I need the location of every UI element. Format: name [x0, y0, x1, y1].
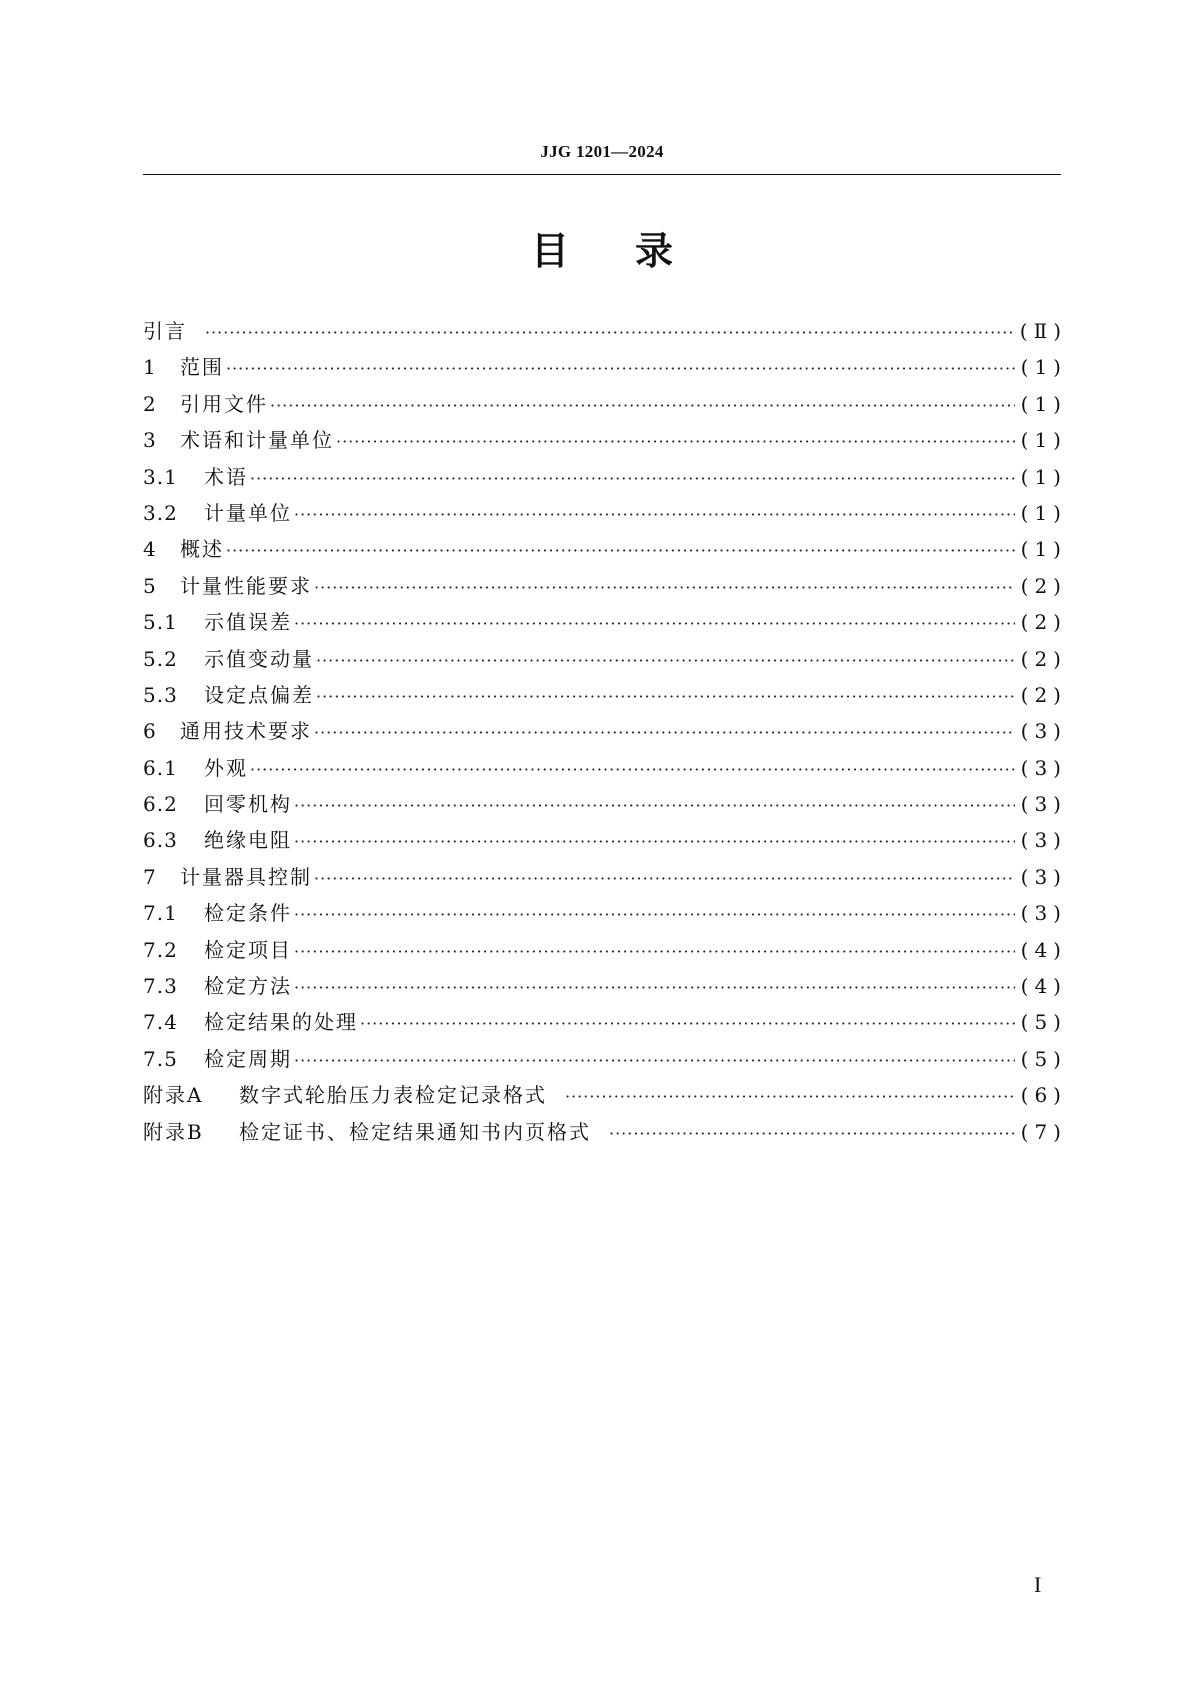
toc-entry[interactable] [143, 713, 1067, 749]
toc-leader-dots [226, 533, 1015, 569]
toc-entry-page: (3) [1020, 901, 1067, 926]
toc-entry[interactable] [143, 568, 1067, 604]
toc-entry-label [143, 1004, 358, 1040]
toc-entry[interactable] [143, 604, 1067, 640]
table-of-contents [143, 313, 1067, 1150]
toc-entry-title: 范围 [180, 355, 224, 380]
toc-entry-label [143, 859, 312, 895]
toc-entry-label [143, 677, 314, 713]
toc-entry-label [143, 459, 248, 495]
toc-entry-title: 回零机构 [204, 792, 292, 817]
toc-entry-label [143, 604, 292, 640]
toc-leader-dots [250, 752, 1015, 788]
toc-leader-dots [609, 1116, 1015, 1152]
toc-entry-label [143, 495, 292, 531]
toc-entry-number: 7 [143, 864, 157, 889]
toc-entry-title: 绝缘电阻 [204, 828, 292, 853]
toc-entry-label [143, 750, 248, 786]
toc-entry-label [143, 349, 224, 385]
toc-entry-label [143, 932, 292, 968]
toc-entry-label [143, 1114, 607, 1150]
toc-entry-label [143, 531, 224, 567]
toc-entry[interactable] [143, 1114, 1067, 1150]
toc-entry-title: 数字式轮胎压力表检定记录格式 [239, 1083, 547, 1108]
toc-entry-number: 附录A [143, 1083, 204, 1108]
toc-leader-dots [294, 1043, 1015, 1079]
toc-entry[interactable] [143, 1077, 1067, 1113]
toc-entry-number: 6.3 [143, 828, 178, 853]
toc-entry-page: (1) [1020, 500, 1067, 525]
toc-entry-number: 1 [143, 355, 157, 380]
toc-entry-page: (4) [1020, 937, 1067, 962]
toc-leader-dots [226, 351, 1015, 387]
toc-leader-dots [316, 679, 1015, 715]
toc-entry-number: 7.4 [143, 1010, 178, 1035]
toc-entry-number: 7.3 [143, 974, 178, 999]
toc-leader-dots [294, 970, 1015, 1006]
toc-entry-number: 5.1 [143, 610, 178, 635]
toc-entry[interactable] [143, 313, 1067, 349]
toc-entry-number: 7.2 [143, 937, 178, 962]
toc-entry-page: (7) [1020, 1119, 1067, 1144]
toc-entry-label [143, 713, 312, 749]
toc-leader-dots [314, 570, 1015, 606]
toc-entry-title: 引言 [143, 319, 187, 343]
toc-entry[interactable] [143, 1004, 1067, 1040]
toc-entry-title: 引用文件 [180, 391, 268, 416]
toc-leader-dots [294, 606, 1015, 642]
toc-entry-page: (1) [1020, 355, 1067, 380]
toc-entry-title: 术语和计量单位 [180, 428, 334, 453]
toc-entry[interactable] [143, 459, 1067, 495]
toc-entry-label [143, 313, 203, 349]
toc-entry-number: 3.2 [143, 500, 178, 525]
toc-entry[interactable] [143, 386, 1067, 422]
toc-entry-number: 5.3 [143, 682, 178, 707]
toc-entry[interactable] [143, 786, 1067, 822]
toc-entry-number: 6.1 [143, 755, 178, 780]
toc-entry-number: 附录B [143, 1119, 204, 1144]
toc-entry[interactable] [143, 531, 1067, 567]
toc-leader-dots [314, 715, 1015, 751]
toc-entry[interactable] [143, 822, 1067, 858]
toc-entry-page: (5) [1020, 1010, 1067, 1035]
toc-entry-page: (3) [1020, 792, 1067, 817]
toc-entry-page: (1) [1020, 428, 1067, 453]
page-title: 目录 [530, 229, 739, 273]
toc-entry-title: 检定周期 [204, 1046, 292, 1071]
toc-entry-label [143, 1041, 292, 1077]
toc-entry-number: 5.2 [143, 646, 178, 671]
toc-entry-page: (2) [1020, 646, 1067, 671]
toc-entry-page: (1) [1020, 464, 1067, 489]
toc-entry-title: 通用技术要求 [180, 719, 312, 744]
toc-entry-page: (4) [1020, 974, 1067, 999]
toc-entry[interactable] [143, 495, 1067, 531]
toc-leader-dots [316, 643, 1015, 679]
toc-entry-title: 检定项目 [204, 937, 292, 962]
toc-entry-title: 检定方法 [204, 974, 292, 999]
document-header-code: JJG 1201—2024 [540, 142, 664, 161]
toc-entry-page: (2) [1020, 610, 1067, 635]
toc-leader-dots [250, 461, 1015, 497]
toc-entry-page: (2) [1020, 573, 1067, 598]
toc-entry-title: 计量单位 [204, 500, 292, 525]
toc-entry-page: (1) [1020, 391, 1067, 416]
toc-entry[interactable] [143, 677, 1067, 713]
toc-leader-dots [294, 897, 1015, 933]
toc-entry-label [143, 422, 334, 458]
toc-entry-page: (3) [1020, 719, 1067, 744]
toc-entry-label [143, 568, 312, 604]
toc-entry-page: (6) [1020, 1083, 1067, 1108]
toc-entry-number: 7.5 [143, 1046, 178, 1071]
toc-entry-page: (2) [1020, 682, 1067, 707]
toc-entry-page: (3) [1020, 828, 1067, 853]
toc-entry-title: 术语 [204, 464, 248, 489]
toc-entry-label [143, 641, 314, 677]
toc-leader-dots [294, 934, 1015, 970]
toc-entry-page: (5) [1020, 1046, 1067, 1071]
toc-entry-title: 设定点偏差 [204, 682, 314, 707]
toc-leader-dots [336, 424, 1015, 460]
toc-entry-label [143, 822, 292, 858]
toc-entry[interactable] [143, 1041, 1067, 1077]
toc-leader-dots [565, 1079, 1015, 1115]
toc-entry-number: 4 [143, 537, 157, 562]
toc-entry-number: 7.1 [143, 901, 178, 926]
toc-entry-number: 6.2 [143, 792, 178, 817]
page-number: I [1034, 1572, 1042, 1597]
toc-entry-title: 计量性能要求 [180, 573, 312, 598]
toc-entry[interactable] [143, 895, 1067, 931]
toc-leader-dots [314, 861, 1015, 897]
toc-entry[interactable] [143, 422, 1067, 458]
toc-entry-title: 计量器具控制 [180, 864, 312, 889]
toc-entry[interactable] [143, 932, 1067, 968]
toc-entry-page: (Ⅱ) [1019, 319, 1067, 343]
toc-entry-label [143, 895, 292, 931]
toc-entry[interactable] [143, 968, 1067, 1004]
toc-entry-title: 检定条件 [204, 901, 292, 926]
toc-entry[interactable] [143, 750, 1067, 786]
toc-leader-dots [294, 788, 1015, 824]
toc-entry-page: (1) [1020, 537, 1067, 562]
toc-entry-number: 5 [143, 573, 157, 598]
toc-leader-dots [270, 388, 1015, 424]
toc-leader-dots [294, 824, 1015, 860]
toc-entry-label [143, 786, 292, 822]
toc-entry-title: 概述 [180, 537, 224, 562]
toc-entry-label [143, 386, 268, 422]
toc-entry-number: 3.1 [143, 464, 178, 489]
toc-entry-title: 检定结果的处理 [204, 1010, 358, 1035]
toc-entry-label [143, 968, 292, 1004]
toc-entry-page: (3) [1020, 755, 1067, 780]
header-divider [143, 174, 1061, 175]
toc-leader-dots [360, 1006, 1015, 1042]
toc-entry-title: 示值变动量 [204, 646, 314, 671]
toc-entry-title: 检定证书、检定结果通知书内页格式 [239, 1119, 591, 1144]
toc-entry-number: 6 [143, 719, 157, 744]
toc-entry-title: 示值误差 [204, 610, 292, 635]
toc-entry-number: 3 [143, 428, 157, 453]
toc-entry[interactable] [143, 859, 1067, 895]
toc-entry-title: 外观 [204, 755, 248, 780]
toc-leader-dots [205, 315, 1015, 351]
toc-entry[interactable] [143, 349, 1067, 385]
toc-entry[interactable] [143, 641, 1067, 677]
toc-entry-page: (3) [1020, 864, 1067, 889]
toc-entry-number: 2 [143, 391, 157, 416]
toc-leader-dots [294, 497, 1015, 533]
toc-entry-label [143, 1077, 563, 1113]
